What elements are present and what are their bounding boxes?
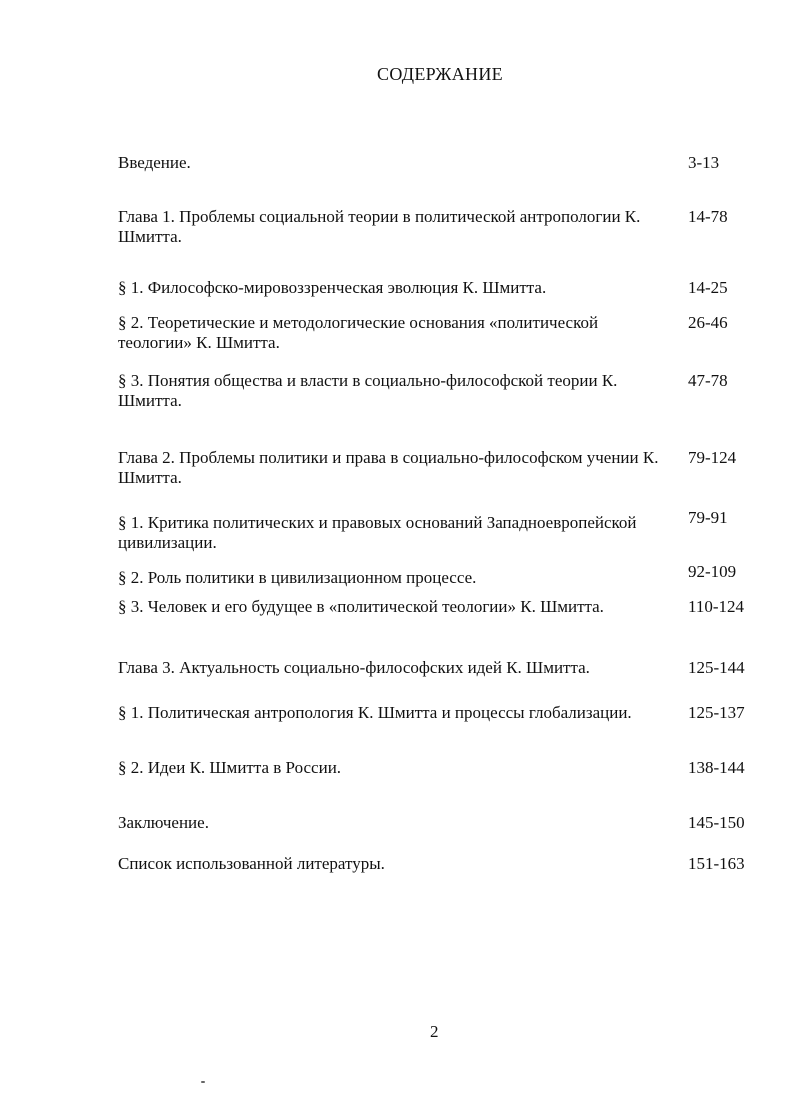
toc-entry-pages: 26-46 [688,313,728,332]
toc-entry-chapter-3 [118,658,778,678]
toc-entry-pages: 138-144 [688,758,745,777]
page-number: 2 [430,1022,439,1041]
toc-entry-conclusion [118,813,778,833]
toc-entry-text: § 1. Критика политических и правовых оснований Западноевропейской цивилизации. [118,513,637,552]
toc-entry-chapter-1-section-2 [118,313,778,353]
toc-entry-text: § 1. Философско-мировоззренческая эволюция К. Шмитта. [118,278,547,297]
toc-entry-chapter-2-section-3 [118,597,778,617]
toc-entry-pages: 92-109 [688,562,737,581]
scan-speck [201,1081,205,1083]
toc-entry-text: Введение. [118,153,191,172]
toc-entry-text: Глава 2. Проблемы политики и права в социально-философском учении К. Шмитта. [118,448,659,487]
toc-entry-pages: 110-124 [688,597,745,616]
toc-entry-introduction [118,153,778,173]
toc-entry-pages: 125-144 [688,658,745,677]
toc-entry-pages: 14-25 [688,278,728,297]
toc-entry-chapter-3-section-1 [118,703,778,723]
toc-entry-bibliography [118,854,778,874]
toc-entry-text: § 2. Теоретические и методологические основания «политической теологии» К. Шмитта. [118,313,599,352]
toc-entry-text: Список использованной литературы. [118,854,385,873]
toc-entry-text: Заключение. [118,813,209,832]
toc-entry-text: § 3. Человек и его будущее в «политической теологии» К. Шмитта. [118,597,604,616]
toc-entry-pages: 79-91 [688,508,728,527]
toc-entry-chapter-1-section-1 [118,278,778,298]
toc-entry-text: § 3. Понятия общества и власти в социально-философской теории К. Шмитта. [118,371,618,410]
toc-entry-chapter-3-section-2 [118,758,778,778]
toc-entry-pages: 145-150 [688,813,745,832]
toc-entry-chapter-2-section-2 [118,562,778,588]
toc-entry-pages: 79-124 [688,448,737,467]
toc-entry-pages: 47-78 [688,371,728,390]
toc-entry-pages: 151-163 [688,854,745,873]
toc-entry-text: § 2. Идеи К. Шмитта в России. [118,758,342,777]
toc-entry-chapter-1 [118,207,778,247]
toc-entry-pages: 14-78 [688,207,728,226]
toc-entry-chapter-1-section-3 [118,371,778,411]
toc-entry-chapter-2-section-1 [118,508,778,553]
toc-entry-pages: 3-13 [688,153,720,172]
toc-entry-text: Глава 3. Актуальность социально-философских идей К. Шмитта. [118,658,590,677]
toc-entry-text: § 1. Политическая антропология К. Шмитта и процессы глобализации. [118,703,632,722]
toc-entry-text: Глава 1. Проблемы социальной теории в политической антропологии К. Шмитта. [118,207,641,246]
toc-entry-chapter-2 [118,448,778,488]
page-title: СОДЕРЖАНИЕ [377,64,503,84]
toc-entry-pages: 125-137 [688,703,745,722]
toc-entry-text: § 2. Роль политики в цивилизационном процессе. [118,568,477,587]
